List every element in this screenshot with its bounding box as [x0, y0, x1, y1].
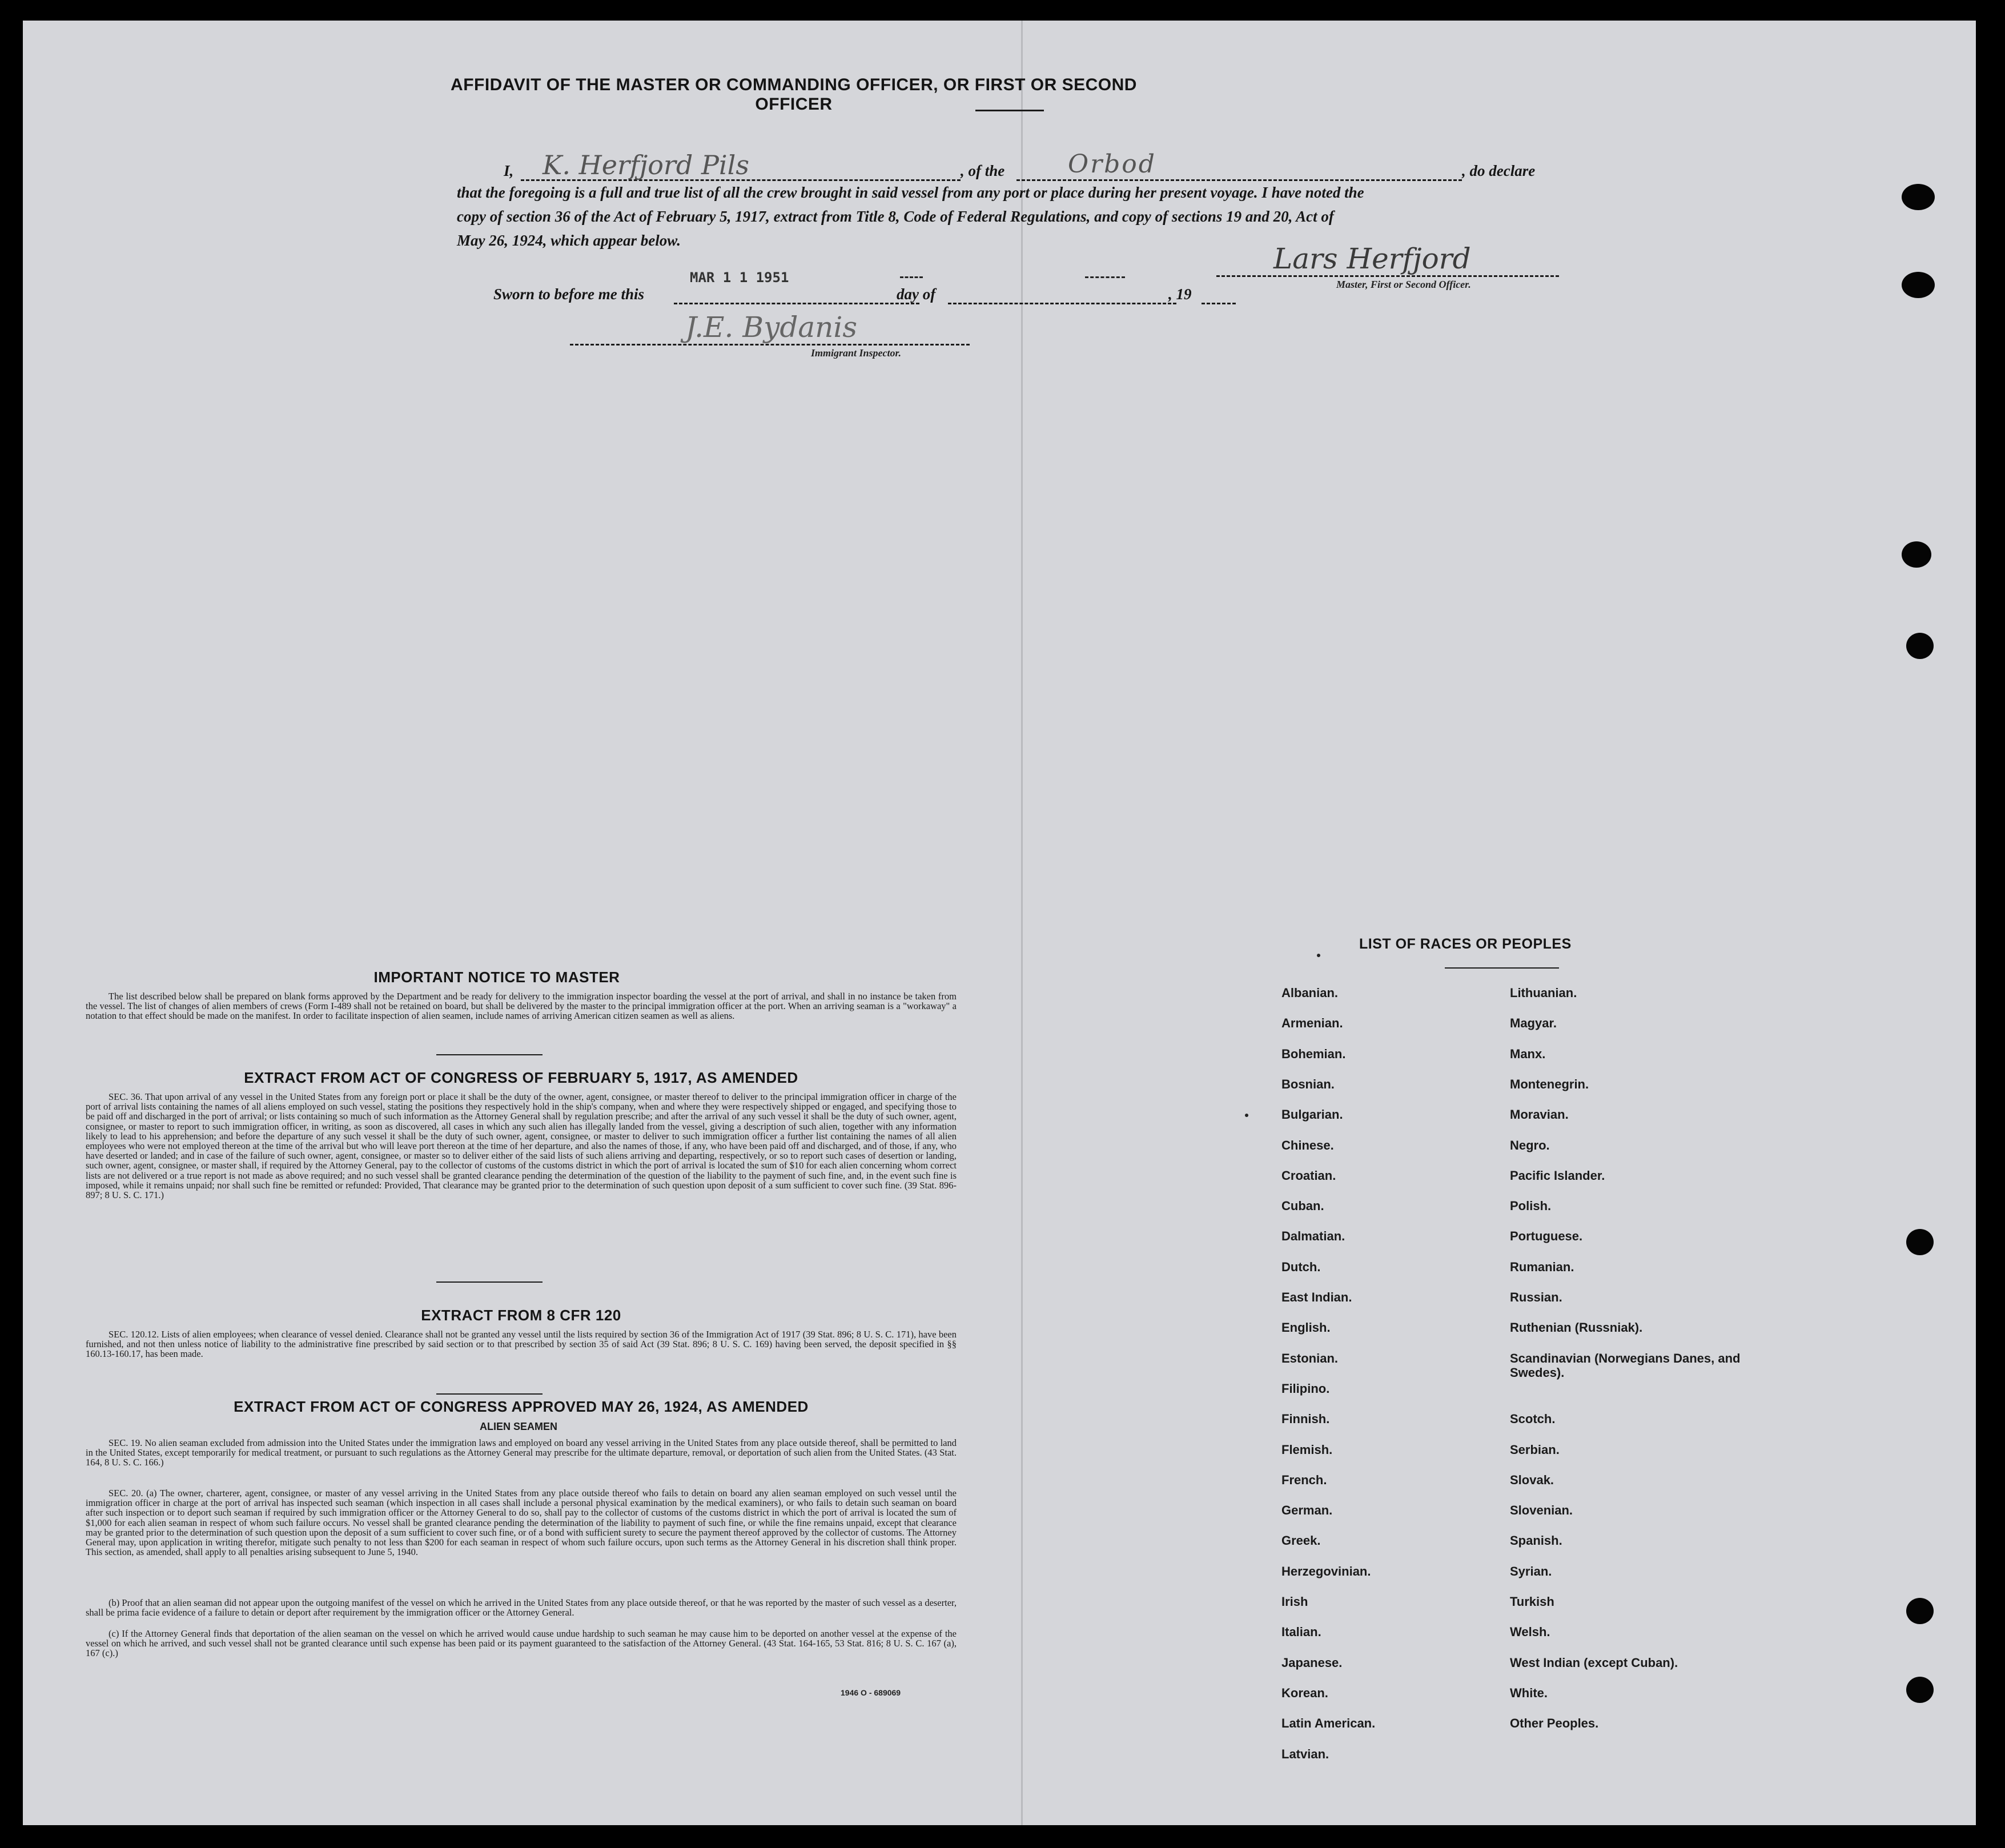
race-item-left: French. — [1281, 1472, 1327, 1487]
document-page — [23, 21, 1976, 1825]
statement-line-2: copy of section 36 of the Act of February 5, 1917, extract from Title 8, Code of Federal Regulations, and copy of sections 19 and 20, Act of — [457, 208, 1334, 225]
race-item-left: Armenian. — [1281, 1016, 1343, 1031]
punch-hole — [1906, 1229, 1934, 1255]
race-item-left: Bosnian. — [1281, 1076, 1335, 1091]
race-item-right: Welsh. — [1510, 1625, 1550, 1640]
race-item-right: Portuguese. — [1510, 1229, 1583, 1244]
race-item-right: Pacific Islander. — [1510, 1168, 1605, 1183]
race-item-right: Russian. — [1510, 1290, 1562, 1304]
extract-1917-body: SEC. 36. That upon arrival of any vessel in the United States from any foreign port or place it shall be the duty of the owner, agent, consignee, or master thereof to deliver to the principal immigration officer in charge of the port of arrival lists containing the names of all aliens employed on such vessel, stating the positions they respectively hold in the ship's company, when and where they were respectively shipped or engaged, and specifying those to be paid off and discharged in the port of arrival; or lists containing so much of such information as the Attorney General shall by regulation prescribe; and after the arrival of any such vessel it shall be the duty of such owner, agent, consignee, or master to report to such immigration officer, in writing, as soon as discovered, all cases in which any such alien has illegally landed from the vessel, giving a description of such alien, together with any information likely to lead to his apprehension; and before the departure of any such vessel it shall be the duty of such owner, agent, consignee, or master to deliver to such immigration officer a further list containing the names of all alien employees who were not employed thereon at the time of the arrival but who will leave port thereon at the time of her departure, and also the names of those, if any, who have been paid off and discharged, and of those, if any, who have deserted or landed; and in case of the failure of such owner, agent, consignee, or master so to deliver either of the said lists of such aliens arriving and departing, respectively, or so to report such cases of desertion or landing, such owner, agent, consignee, or master shall, if required by the Attorney General, pay to the collector of customs of the customs district in which the port of arrival is located the sum of $10 for each alien concerning whom correct lists are not delivered or a true report is not made as above required; and no such vessel shall be granted clearance pending the determination of the question of the liability to the payment of such fine, and, in the event such fine is imposed, while it remains unpaid; nor shall such fine be remitted or refunded: Provided, That clearance may be granted prior to the determination of such question upon deposit of a sum sufficient to cover such fine. (39 Stat. 896-897; 8 U. S. C. 171.) — [86, 1091, 957, 1201]
race-item-right: Syrian. — [1510, 1564, 1552, 1578]
notice-body: The list described below shall be prepared on blank forms approved by the Department and be ready for delivery to the immigration inspector boarding the vessel at the port of arrival, and shall in no instance be taken from the vessel. The list of changes of alien members of crews (Form I-489 shall not be retained on board, but shall be delivered by the master to the principal immigration officer at the port. When an arriving seaman is a "workaway" a notation to that effect should be made on the manifest. In order to facilitate inspection of alien seamen, include names of arriving American citizen seamen as well as aliens. — [86, 991, 957, 1022]
affidavit-title: AFFIDAVIT OF THE MASTER OR COMMANDING OFFICER, OR FIRST OR SECOND OFFICER — [451, 75, 1137, 114]
race-item-right: Turkish — [1510, 1594, 1554, 1609]
race-item-right: Other Peoples. — [1510, 1716, 1599, 1731]
sworn-month-line — [948, 303, 1176, 304]
race-item-left: German. — [1281, 1503, 1333, 1518]
race-item-right: Scandinavian (Norwegians Danes, and Swedes). — [1510, 1351, 1741, 1380]
print-code: 1946 O - 689069 — [841, 1688, 901, 1697]
statement-line-1: that the foregoing is a full and true list of all the crew brought in said vessel from any port or place during her present voyage. I have noted the — [457, 184, 1364, 201]
race-item-right: Scotch. — [1510, 1412, 1556, 1427]
race-item-left: Bulgarian. — [1281, 1107, 1343, 1122]
punch-hole — [1902, 272, 1935, 298]
race-item-left: East Indian. — [1281, 1290, 1352, 1304]
race-item-right: Serbian. — [1510, 1442, 1560, 1457]
race-item-right: Slovenian. — [1510, 1503, 1573, 1518]
race-item-right: Negro. — [1510, 1138, 1550, 1152]
vessel-line — [1016, 179, 1462, 181]
punch-hole — [1906, 1598, 1934, 1624]
sworn-year-line — [1202, 303, 1236, 304]
race-item-left: Italian. — [1281, 1625, 1321, 1640]
race-item-left: Cuban. — [1281, 1199, 1324, 1214]
sworn-before-label: Sworn to before me this — [493, 286, 645, 303]
race-item-left: Albanian. — [1281, 986, 1339, 1000]
master-signature: Lars Herfjord — [1273, 242, 1471, 275]
race-item-left: Dutch. — [1281, 1259, 1321, 1274]
dash-marks — [1085, 276, 1125, 278]
race-item-left: English. — [1281, 1320, 1331, 1335]
race-item-left: Chinese. — [1281, 1138, 1334, 1152]
declare-i: I, — [504, 162, 514, 179]
inspector-signature-caption: Immigrant Inspector. — [811, 347, 902, 359]
master-signature-caption: Master, First or Second Officer. — [1336, 279, 1471, 290]
punch-hole — [1906, 1677, 1934, 1703]
extract-1917-title: EXTRACT FROM ACT OF CONGRESS OF FEBRUARY 5, 1917, AS AMENDED — [244, 1069, 798, 1086]
title-rule — [975, 110, 1044, 111]
race-item-left: Flemish. — [1281, 1442, 1333, 1457]
sworn-day-line — [674, 303, 919, 304]
race-item-left: Herzegovinian. — [1281, 1564, 1371, 1578]
page-fold — [1021, 21, 1023, 1825]
race-item-right: Rumanian. — [1510, 1259, 1574, 1274]
extract-cfr-body: SEC. 120.12. Lists of alien employees; when clearance of vessel denied. Clearance shall not be granted any vessel until the lists required by section 36 of the Immigration Act of 1917 (39 Stat. 896; 8 U. S. C. 171), have been furnished, and not then unless notice of liability to the administrative fine prescribed by said section or to that prescribed by section 35 of said Act (39 Stat. 896; 8 U. S. C. 169) having been served, the deposit specified in §§ 160.13-160.17, has been made. — [86, 1329, 957, 1360]
day-of-label: day of — [897, 286, 936, 303]
extract-1924-sec20b: (b) Proof that an alien seaman did not appear upon the outgoing manifest of the vessel on which he arrived in the United States from any place outside thereof, or that he was reported by the master of such vessel as a deserter, shall be prima facie evidence of a failure to detain or deport after requirement by the immigration officer or the Attorney General. — [86, 1597, 957, 1618]
races-title-rule — [1445, 967, 1559, 969]
race-item-right: Montenegrin. — [1510, 1076, 1589, 1091]
inspector-signature-line — [570, 344, 970, 346]
race-item-right: Slovak. — [1510, 1472, 1554, 1487]
race-item-left: Greek. — [1281, 1533, 1321, 1548]
race-item-left: Japanese. — [1281, 1655, 1343, 1670]
extract-1924-sec20a: SEC. 20. (a) The owner, charterer, agent, consignee, or master of any vessel arriving in the United States from any place outside thereof who fails to detain on board any alien seaman employed on such vessel until the immigration officer in charge at the port of arrival has inspected such seaman (which inspection in all cases shall include a personal physical examination by the medical examiners), or who fails to detain such seaman on board after such inspection or to deport such seaman if required by such immigration officer or the Attorney General to do so, shall pay to the collector of customs of the customs district in which the port of arrival is located the sum of $1,000 for each alien seaman in respect of whom such failure occurs. No vessel shall be granted clearance pending the determination of the liability to payment of such fine, or while the fine remains unpaid, except that clearance may be granted prior to the determination of such question upon the deposit of a sum sufficient to cover such fine, or of a bond with sufficient surety to secure the payment thereof approved by the collector of customs. The Attorney General may, upon application in writing therefor, mitigate such penalty to not less than $200 for each seaman in respect of whom such failure occurs, upon such terms as the Attorney General in his discretion shall think proper. This section, as amended, shall apply to all penalties arising subsequent to June 5, 1940. — [86, 1488, 957, 1558]
handwritten-master-name: K. Herfjord Pils — [543, 150, 749, 180]
race-item-left: Bohemian. — [1281, 1046, 1346, 1061]
section-rule — [436, 1054, 543, 1055]
race-item-left: Irish — [1281, 1594, 1308, 1609]
punch-hole — [1902, 184, 1935, 210]
race-item-right: Moravian. — [1510, 1107, 1569, 1122]
races-title: LIST OF RACES OR PEOPLES — [1359, 936, 1572, 952]
section-rule — [436, 1393, 543, 1395]
extract-1924-sec20c: (c) If the Attorney General finds that deportation of the alien seaman on the vessel on which he arrived would cause undue hardship to such seaman he may cause him to be deported on another vessel at the expense of the vessel on which he arrived, and such vessel shall not be granted clearance until such expense has been paid or its payment guaranteed to the satisfaction of the Attorney General. (43 Stat. 164-165, 53 Stat. 816; 8 U. S. C. 167 (a), 167 (c).) — [86, 1628, 957, 1659]
statement-line-3: May 26, 1924, which appear below. — [457, 232, 681, 249]
race-item-left: Filipino. — [1281, 1381, 1330, 1396]
race-item-left: Latvian. — [1281, 1746, 1329, 1761]
stray-mark — [1245, 1114, 1248, 1117]
race-item-right: Polish. — [1510, 1199, 1552, 1214]
year-prefix: , 19 — [1168, 286, 1192, 303]
handwritten-vessel-name: Orbod — [1068, 150, 1156, 179]
punch-hole — [1906, 633, 1934, 659]
master-signature-line — [1216, 275, 1559, 277]
section-rule — [436, 1281, 543, 1283]
notice-title: IMPORTANT NOTICE TO MASTER — [373, 969, 620, 986]
race-item-right: Spanish. — [1510, 1533, 1562, 1548]
dash-marks — [900, 276, 923, 278]
race-item-right: Manx. — [1510, 1046, 1546, 1061]
race-item-left: Dalmatian. — [1281, 1229, 1345, 1244]
punch-hole — [1902, 541, 1931, 568]
extract-cfr-title: EXTRACT FROM 8 CFR 120 — [421, 1307, 621, 1324]
extract-1924-title: EXTRACT FROM ACT OF CONGRESS APPROVED MAY 26, 1924, AS AMENDED — [234, 1398, 809, 1415]
race-item-left: Latin American. — [1281, 1716, 1376, 1731]
race-item-left: Croatian. — [1281, 1168, 1336, 1183]
race-item-left: Korean. — [1281, 1685, 1328, 1700]
race-item-right: West Indian (except Cuban). — [1510, 1655, 1678, 1670]
stray-mark — [1317, 954, 1320, 957]
race-item-right: Magyar. — [1510, 1016, 1557, 1031]
race-item-right: White. — [1510, 1685, 1548, 1700]
declare-of-the: , of the — [961, 162, 1005, 179]
date-stamp: MAR 1 1 1951 — [690, 270, 789, 286]
extract-1924-subtitle: ALIEN SEAMEN — [480, 1421, 558, 1432]
race-item-left: Finnish. — [1281, 1412, 1330, 1427]
inspector-signature: J.E. Bydanis — [685, 311, 858, 344]
extract-1924-sec19: SEC. 19. No alien seaman excluded from admission into the United States under the immigration laws and employed on board any vessel arriving in the United States from any place outside thereof, shall be permitted to land in the United States, except temporarily for medical treatment, or pursuant to such regulations as the Attorney General may prescribe for the ultimate departure, removal, or deportation of such alien from the United States. (43 Stat. 164, 8 U. S. C. 166.) — [86, 1437, 957, 1468]
declare-tail: , do declare — [1462, 162, 1536, 179]
race-item-right: Ruthenian (Russniak). — [1510, 1320, 1643, 1335]
race-item-left: Estonian. — [1281, 1351, 1339, 1365]
race-item-right: Lithuanian. — [1510, 986, 1577, 1000]
